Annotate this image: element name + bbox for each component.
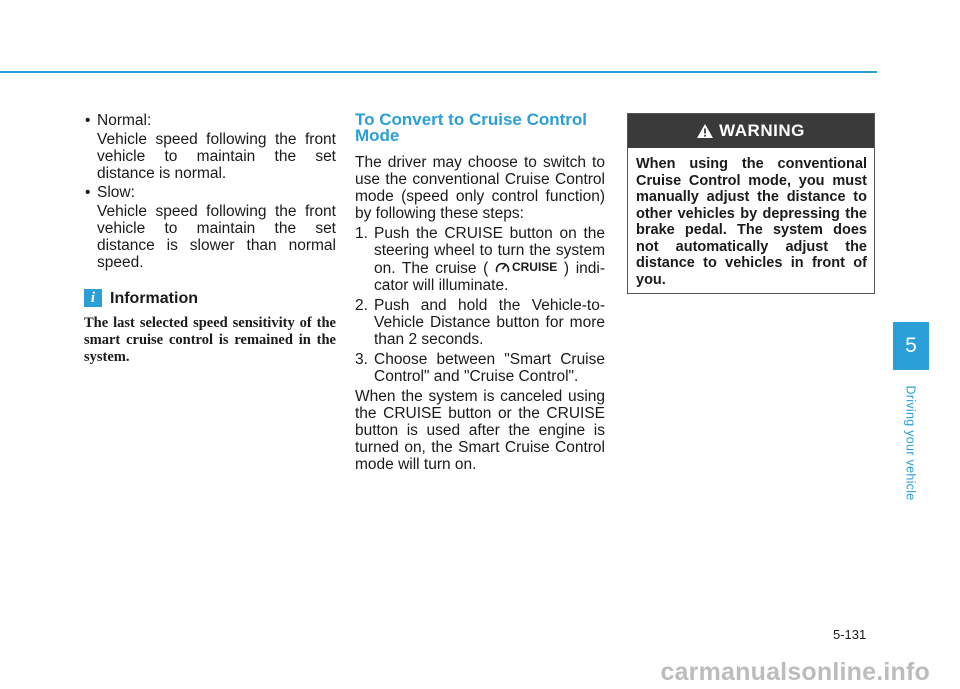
- top-rule: [0, 71, 877, 73]
- cruise-indicator-label: CRUISE: [511, 260, 558, 274]
- step-number: 1.: [355, 225, 368, 242]
- bullet-normal-label: • Normal:: [84, 112, 336, 129]
- bullet-slow-label: • Slow:: [84, 184, 336, 201]
- warning-title: WARNING: [719, 121, 805, 140]
- chapter-label: Driving your vehicle: [904, 385, 919, 501]
- section-title: To Convert to Cruise Control Mode: [355, 110, 588, 145]
- warning-header: [628, 114, 874, 148]
- bullet-slow-text: Vehicle speed following the front vehicle to maintain the set distance is slower than normal speed.: [97, 203, 336, 271]
- information-body: The last selected speed sensitivity of the smart cruise control is remained in the system.: [84, 315, 336, 365]
- chapter-tab: [893, 322, 929, 370]
- information-heading: [84, 289, 336, 307]
- warning-triangle-icon: [697, 124, 713, 138]
- step-2-text: Push and hold the Vehicle-to-Vehicle Distance button for more than 2 seconds.: [374, 297, 605, 348]
- step-number: 2.: [355, 297, 368, 314]
- cruise-indicator-icon: [495, 259, 557, 276]
- section-outro: When the system is canceled using the CRUISE button or the CRUISE button is used after the engine is turned on, the Smart Cruise Control mode will turn on.: [355, 388, 605, 473]
- step-1-text-after: ) indicator will illuminate.: [374, 260, 605, 294]
- middle-column: [355, 112, 605, 473]
- bullet-normal-text: Vehicle speed following the front vehicle to maintain the set distance is normal.: [97, 131, 336, 182]
- step-1: [355, 225, 605, 294]
- information-icon: i: [84, 289, 102, 307]
- step-1-text-before: Push the CRUISE button on the steering wheel to turn the system on. The cruise (: [374, 225, 605, 277]
- section-intro: The driver may choose to switch to use the conventional Cruise Control mode (speed only control function) by following these steps:: [355, 154, 605, 222]
- warning-box: [627, 113, 875, 294]
- watermark: carmanualsonline.info: [660, 658, 930, 686]
- page-number: 5-131: [833, 627, 867, 642]
- chapter-number: 5: [905, 334, 917, 357]
- step-2: [355, 297, 605, 348]
- left-column: [84, 112, 336, 366]
- information-title: Information: [110, 289, 198, 307]
- step-3-text: Choose between "Smart Cruise Control" and "Cruise Control".: [374, 351, 605, 385]
- warning-body: When using the conventional Cruise Control mode, you must manually adjust the distance to other vehicles by depressing the brake pedal. The system does not automatically adjust the distance to vehicles in front of you.: [636, 156, 867, 288]
- speedometer-icon: [495, 261, 510, 274]
- step-number: 3.: [355, 351, 368, 368]
- step-3: [355, 351, 605, 385]
- chapter-label-wrap: [893, 385, 929, 501]
